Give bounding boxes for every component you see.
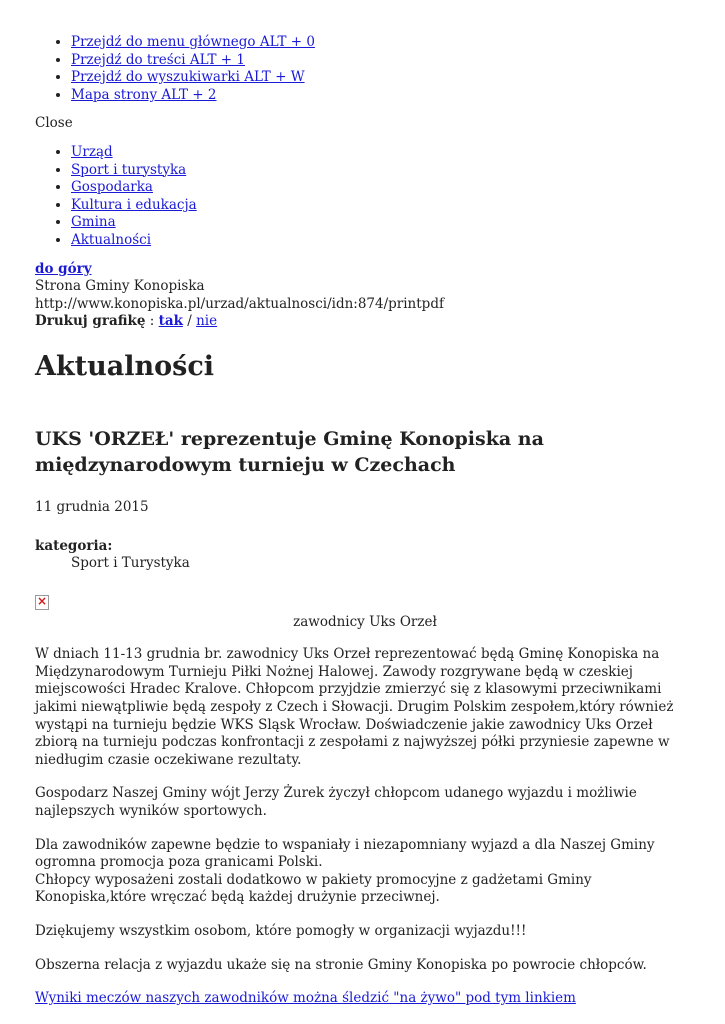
back-to-top: [35, 261, 695, 279]
results-paragraph: [35, 990, 695, 1008]
skip-link-item: [71, 87, 695, 105]
skip-to-main-menu-link[interactable]: Przejdź do menu głównego ALT + 0: [71, 34, 315, 50]
nav-item: [71, 197, 695, 215]
site-name: Strona Gminy Konopiska: [35, 278, 205, 295]
category-label: kategoria:: [35, 537, 113, 554]
skip-link-item: [71, 69, 695, 87]
article-paragraph: Dla zawodników zapewne będzie to wspaniały i niezapomniany wyjazd a dla Naszej Gminy ogromna promocja poza granicami Polski.: [35, 836, 655, 871]
page-url: http://www.konopiska.pl/urzad/aktualnosci/idn:874/printpdf: [35, 295, 444, 312]
skip-link-item: [71, 52, 695, 70]
nav-item: [71, 232, 695, 250]
nav-item: [71, 179, 695, 197]
print-graphics-no-link[interactable]: nie: [196, 313, 218, 330]
print-graphics-separator: /: [182, 313, 197, 330]
back-to-top-link[interactable]: do góry: [35, 260, 92, 277]
article-paragraph: W dniach 11-13 grudnia br. zawodnicy Uks Orzeł reprezentować będą Gminę Konopiska na Międzynarodowym Turnieju Piłki Nożnej Halowej. Zawody rozgrywane będą w czeskiej miejscowości Hradec Kralove. Chłopcom przyjdzie zmierzyć się z klasowymi przeciwnikami jakimi niewątpliwie będą zespoły z Czech i Słowacji. Drugim Polskim zespołem,który również wystąpi na turnieju będzie WKS Sląsk Wrocław. Doświadczenie jakie zawodnicy Uks Orzeł zbiorą na turnieju podczas konfrontacji z zespołami z najwyższej półki przyniesie zapewne w niedługim czasie oczekiwane rezultaty.: [35, 646, 674, 768]
skip-links: [35, 34, 695, 104]
live-results-link[interactable]: Wyniki meczów naszych zawodników można śledzić "na żywo" pod tym linkiem: [35, 990, 576, 1007]
main-navigation: [35, 144, 695, 250]
nav-item: [71, 162, 695, 180]
broken-image-icon: ×: [36, 593, 48, 608]
image-caption: zawodnicy Uks Orzeł: [293, 613, 437, 630]
article-paragraph-group: [35, 837, 695, 907]
nav-item: [71, 144, 695, 162]
nav-item-sport-i-turystyka[interactable]: Sport i turystyka: [71, 161, 187, 178]
article-date: 11 grudnia 2015: [35, 498, 149, 515]
nav-item: [71, 214, 695, 232]
nav-item-aktualnosci[interactable]: Aktualności: [71, 231, 152, 248]
section-title: Aktualności: [35, 350, 215, 382]
print-graphics-colon: :: [145, 313, 159, 330]
skip-to-content-link[interactable]: Przejdź do treści ALT + 1: [71, 51, 245, 68]
sitemap-link[interactable]: Mapa strony ALT + 2: [71, 86, 217, 103]
nav-item-gospodarka[interactable]: Gospodarka: [71, 179, 153, 196]
nav-item-urzad[interactable]: Urząd: [71, 143, 113, 160]
article-paragraph: Obszerna relacja z wyjazdu ukaże się na stronie Gminy Konopiska po powrocie chłopców.: [35, 956, 647, 973]
print-graphics-toggle: [35, 313, 695, 331]
skip-to-search-link[interactable]: Przejdź do wyszukiwarki ALT + W: [71, 69, 305, 86]
nav-item-kultura-i-edukacja[interactable]: Kultura i edukacja: [71, 196, 197, 213]
article-paragraph: Gospodarz Naszej Gminy wójt Jerzy Żurek życzył chłopcom udanego wyjazdu i możliwie najlepszych wyników sportowych.: [35, 785, 637, 820]
print-graphics-label: Drukuj grafikę: [35, 313, 146, 330]
nav-item-gmina[interactable]: Gmina: [71, 214, 116, 231]
category-value: Sport i Turystyka: [71, 555, 190, 572]
skip-link-item: [71, 34, 695, 52]
print-graphics-yes-link[interactable]: tak: [158, 313, 183, 330]
close-label: Close: [35, 115, 73, 132]
article-title: UKS 'ORZEŁ' reprezentuje Gminę Konopiska na międzynarodowym turnieju w Czechach: [35, 427, 544, 476]
article-paragraph: Dziękujemy wszystkim osobom, które pomogły w organizacji wyjazdu!!!: [35, 923, 527, 939]
print-page: [35, 34, 695, 1008]
article-paragraph: Chłopcy wyposażeni zostali dodatkowo w pakiety promocyjne z gadżetami Gminy Konopiska,które wręczać będą każdej drużynie przeciwnej.: [35, 871, 592, 906]
